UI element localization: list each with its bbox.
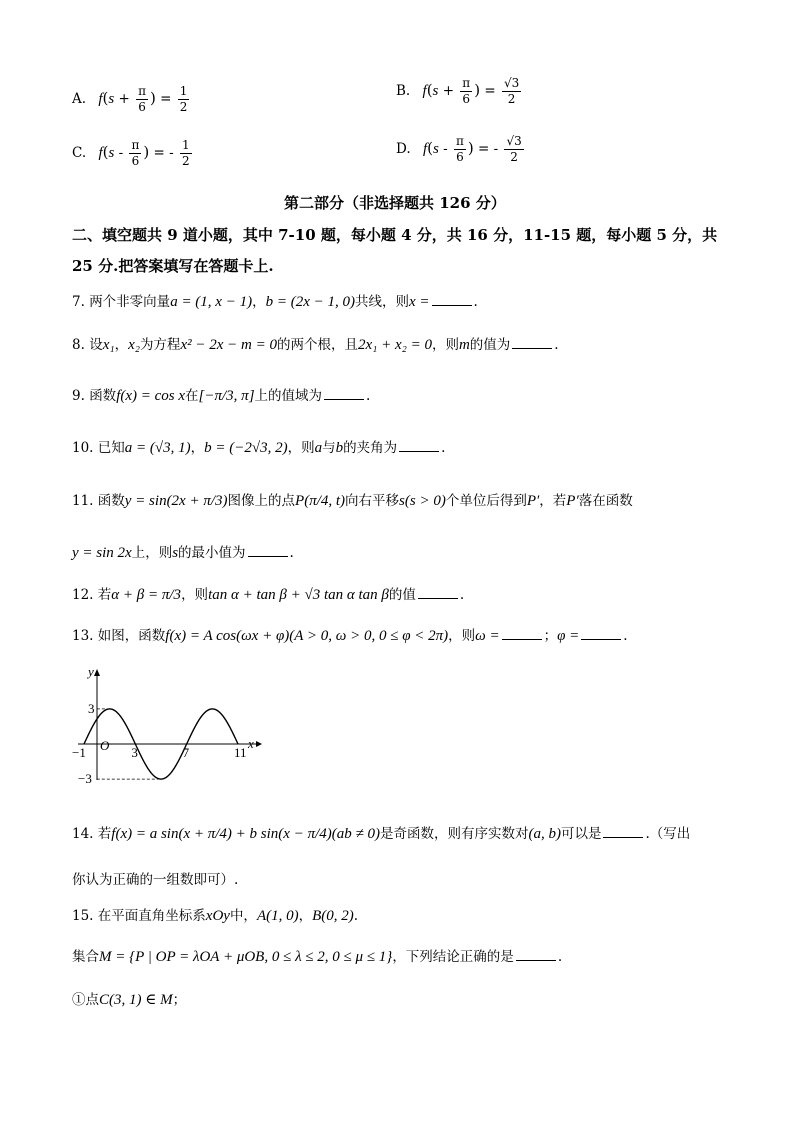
option-d-eq: = - [478,141,499,157]
option-b-arg-frac: $\frac{\pi}{6}$ [462,76,471,106]
answer-blank-15[interactable] [516,948,556,961]
option-c[interactable]: C. f(s - $\frac{\pi}{6}$ ) = - $\frac{1}{2}$ [72,138,190,168]
option-a-arg-frac: $\frac{\pi}{6}$ [138,84,147,114]
option-b-op: + [442,83,454,99]
question-8: 8. 设x₁，x₂为方程x² − 2x − m = 0的两个根，且2x₁ + x₂ = 0，则m的值为 . [72,337,559,353]
question-14: 14. 若f(x) = a sin(x + π/4) + b sin(x − π/4)(ab ≠ 0)是奇函数，则有序实数对(a, b)可以是 .（写出 [72,826,691,842]
answer-blank-7[interactable] [432,293,472,306]
option-d[interactable]: D. f(s - $\frac{\pi}{6}$ ) = - $\frac{√3}{2}$ [396,134,522,164]
answer-blank-10[interactable] [399,439,439,452]
x-axis-arrow [256,741,262,747]
question-12: 12. 若α + β = π/3，则tan α + tan β + √3 tan α tan β的值 . [72,587,465,603]
question-9: 9. 函数f(x) = cos x在[−π/3, π]上的值域为 . [72,388,371,404]
option-c-op: - [118,145,124,161]
question-7: 7. 两个非零向量a = (1, x − 1)，b = (2x − 1, 0)共线，则x = . [72,294,478,310]
option-a-var: s [108,91,115,107]
answer-blank-12[interactable] [418,586,458,599]
option-d-op: - [443,141,448,157]
option-c-eq: = - [153,145,174,161]
x-tick-label: 7 [182,745,190,760]
question-11-line2: y = sin 2x上，则s的最小值为 . [72,545,294,561]
question-13: 13. 如图，函数f(x) = A cos(ωx + φ)(A > 0, ω > 0, 0 ≤ φ < 2π)，则ω = ；φ = . [72,628,628,644]
option-d-rhs-frac: $\frac{√3}{2}$ [506,134,522,164]
answer-blank-8[interactable] [512,336,552,349]
option-d-func: f [422,141,428,157]
option-c-var: s [108,145,115,161]
option-a-label: A. [72,91,87,107]
y-tick-label: −3 [78,771,92,787]
option-b-var: s [432,83,439,99]
option-b-rhs-frac: $\frac{√3}{2}$ [503,76,520,106]
option-a-op: + [118,91,130,107]
answer-blank-11[interactable] [248,544,288,557]
origin-label: O [100,738,110,753]
option-c-arg-frac: $\frac{\pi}{6}$ [131,138,140,168]
option-c-func: f [98,145,103,161]
answer-blank-14[interactable] [603,825,643,838]
question-15: 15. 在平面直角坐标系xOy中，A(1, 0)，B(0, 2). [72,908,359,924]
option-d-arg-frac: $\frac{\pi}{6}$ [455,134,464,164]
x-tick-label: 11 [234,745,247,760]
question-10: 10. 已知a = (√3, 1)，b = (−2√3, 2)，则a与b的夹角为 . [72,440,446,456]
section2-title: 第二部分（非选择题共 126 分） [284,194,506,212]
question-15-item1: ①点C(3, 1) ∈ M； [72,992,187,1008]
x-tick-label: 3 [131,745,138,760]
vector-a-expr: a = (1, x − 1) [170,294,253,310]
x-axis-label: x [248,736,254,751]
option-c-rhs-frac: $\frac{1}{2}$ [181,138,190,168]
x-tick-label: −1 [72,745,86,760]
vector-b-expr: b = (2x − 1, 0) [265,294,355,310]
option-d-var: s [432,141,439,157]
option-a-eq: = [160,91,172,107]
section2-instr-line2: 25 分.把答案填写在答题卡上. [72,257,274,275]
option-d-label: D. [396,141,411,157]
option-b-func: f [422,83,427,99]
option-a[interactable]: A. f(s + $\frac{\pi}{6}$ ) = $\frac{1}{2}$ [72,84,188,114]
cosine-graph [70,660,270,788]
option-a-func: f [98,91,103,107]
option-c-label: C. [72,145,87,161]
option-a-rhs-frac: $\frac{1}{2}$ [179,84,188,114]
answer-blank-9[interactable] [324,387,364,400]
y-axis-arrow [94,669,100,676]
question-14-line2: 你认为正确的一组数即可）. [72,872,239,888]
section2-instr-line1: 二、填空题共 9 道小题，其中 7-10 题，每小题 4 分，共 16 分，11-15 题，每小题 5 分，共 [72,226,718,244]
y-axis-label: y [88,664,94,679]
option-b[interactable]: B. f(s + $\frac{\pi}{6}$ ) = $\frac{√3}{2}$ [396,76,520,106]
question-15-line2: 集合M = {P | OP = λOA + μOB, 0 ≤ λ ≤ 2, 0 ≤ μ ≤ 1}，下列结论正确的是 . [72,949,563,965]
answer-blank-13a[interactable] [502,627,542,640]
option-b-eq: = [484,83,496,99]
item-marker: ① [72,992,86,1008]
y-tick-label: 3 [88,700,95,716]
answer-blank-13b[interactable] [581,627,621,640]
option-b-label: B. [396,83,411,99]
question-11: 11. 函数y = sin(2x + π/3)图像上的点P(π/4, t)向右平移s(s > 0)个单位后得到P′，若P′落在函数 [72,493,633,509]
